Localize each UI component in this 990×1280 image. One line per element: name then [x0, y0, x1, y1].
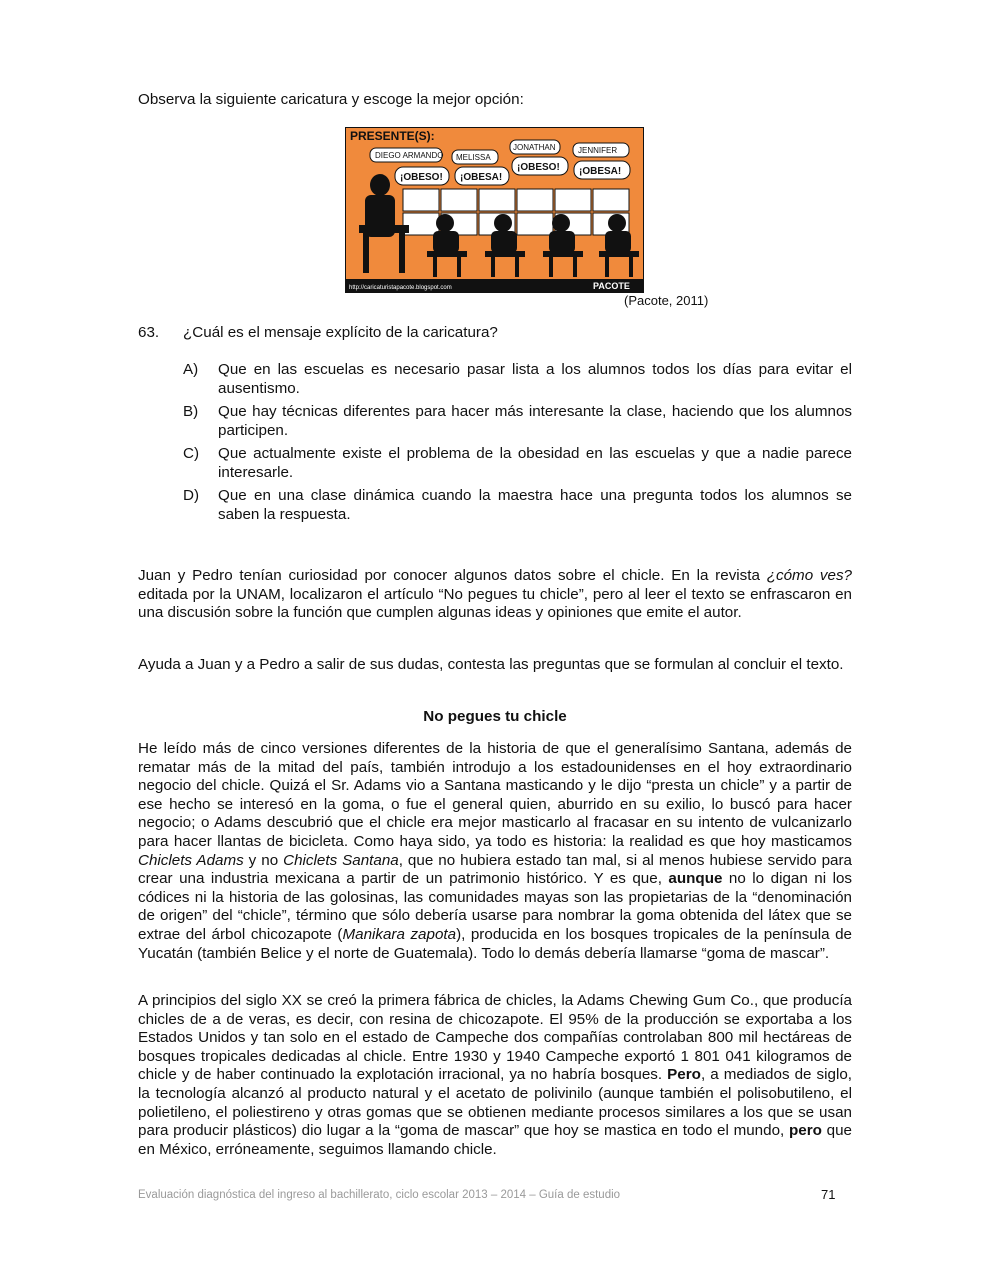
- option-text: Que en una clase dinámica cuando la maestra hace una pregunta todos los alumnos se saben la respuesta.: [218, 487, 852, 523]
- option-text: Que en las escuelas es necesario pasar lista a los alumnos todos los días para evitar el ausentismo.: [218, 361, 852, 397]
- article-title: No pegues tu chicle: [423, 708, 567, 725]
- cartoon-signature: PACOTE: [593, 281, 630, 291]
- context-paragraph-1: Juan y Pedro tenían curiosidad por conocer algunos datos sobre el chicle. En la revista ¿cómo ves? editada por la UNAM, localizaron el artículo “No pegues tu chicle”, pero al leer el texto se enfrascaron en una discusión sobre la función que cumplen algunas ideas y opiniones que emite el autor.: [138, 567, 853, 622]
- question-number: 63.: [138, 324, 160, 341]
- article-paragraph-1: He leído más de cinco versiones diferentes de la historia de que el generalísimo Santana, además de rematar más de la mitad del país, también introdujo a los estadounidenses en el hoy extraordinario negocio del chicle. Quizá el Sr. Adams vio a Santana masticando y le dijo “presta un chicle” y a partir de ese hecho se interesó en la goma, o fue el general quien, aburrido en su exilio, lo buscó para hacer negocio; o Adams descubrió que el chicle era mejor masticarlo al fracasar en su intento de vulcanizarlo para hacer llantas de bicicleta. Como haya sido, ya todo es historia: la realidad es que hoy masticamos Chiclets Adams y no Chiclets Santana, que no hubiera estado tan mal, si al menos hubiese servido para crear una industria mexicana a partir de un patrimonio histórico. Y es que, aunque no lo digan ni los códices ni la historia de las golosinas, las comunidades mayas son las propietarias de la “denominación de origen” del “chicle”, término que sólo debería usarse para nombrar la goma obtenida del látex que se extrae del árbol chicozapote (Manikara zapota), producida en los bosques tropicales de la península de Yucatán (también Belice y el norte de Guatemala). Todo lo demás debería llamarse “goma de mascar”.: [138, 740, 852, 962]
- option-letter: A): [183, 361, 199, 378]
- context-paragraph-2: Ayuda a Juan y a Pedro a salir de sus dudas, contesta las preguntas que se formulan al concluir el texto.: [138, 656, 844, 673]
- cartoon-shout-4: ¡OBESA!: [579, 166, 622, 177]
- cartoon-shout-1: ¡OBESO!: [400, 172, 443, 183]
- intro-instruction: Observa la siguiente caricatura y escoge la mejor opción:: [138, 91, 524, 108]
- cartoon-shout-3: ¡OBESO!: [517, 162, 560, 173]
- option-b: [183, 403, 853, 441]
- option-c: [183, 445, 853, 483]
- option-a: [183, 361, 853, 399]
- question-text: ¿Cuál es el mensaje explícito de la caricatura?: [183, 324, 498, 341]
- cartoon-name-1: DIEGO ARMANDO: [375, 151, 444, 160]
- cartoon-image: [345, 127, 644, 293]
- option-letter: D): [183, 487, 200, 504]
- cartoon-name-2: MELISSA: [456, 153, 491, 162]
- page-number: 71: [821, 1187, 836, 1202]
- option-d: [183, 487, 853, 525]
- cartoon-credit: (Pacote, 2011): [624, 293, 709, 308]
- option-text: Que actualmente existe el problema de la obesidad en las escuelas y que a nadie parece interesarle.: [218, 445, 852, 481]
- cartoon-name-3: JONATHAN: [513, 143, 556, 152]
- magazine-name: ¿cómo ves?: [766, 567, 853, 584]
- option-text: Que hay técnicas diferentes para hacer más interesante la clase, haciendo que los alumnos participen.: [218, 403, 852, 439]
- footer-text: Evaluación diagnóstica del ingreso al bachillerato, ciclo escolar 2013 – 2014 – Guía de estudio: [138, 1189, 621, 1201]
- cartoon-heading: PRESENTE(S):: [350, 129, 435, 143]
- cartoon-url: http://caricaturistapacote.blogspot.com: [349, 285, 452, 291]
- option-letter: B): [183, 403, 199, 420]
- cartoon-shout-2: ¡OBESA!: [460, 172, 503, 183]
- option-letter: C): [183, 445, 200, 462]
- cartoon-name-4: JENNIFER: [578, 146, 618, 155]
- article-paragraph-2: A principios del siglo XX se creó la primera fábrica de chicles, la Adams Chewing Gum Co., que producía chicles de a de veras, es decir, con resina de chicozapote. El 95% de la producción se exportaba a los Estados Unidos y tan solo en el estado de Campeche dos compañías controlaban 800 mil hectáreas de bosques tropicales dedicadas al chicle. Entre 1930 y 1940 Campeche exportó 1 801 041 kilogramos de chicle y de haber continuado la explotación irracional, ya no habría bosques. Pero, a mediados de siglo, la tecnología alcanzó al producto natural y el acetato de polivinilo (aunque también el polisobutileno, el polietileno, el poliestireno y otras gomas que se obtienen mediante procesos similares a los que se usan para producir plásticos) dio lugar a la “goma de mascar” que hoy se mastica en todo el mundo, pero que en México, erróneamente, seguimos llamando chicle.: [138, 992, 852, 1158]
